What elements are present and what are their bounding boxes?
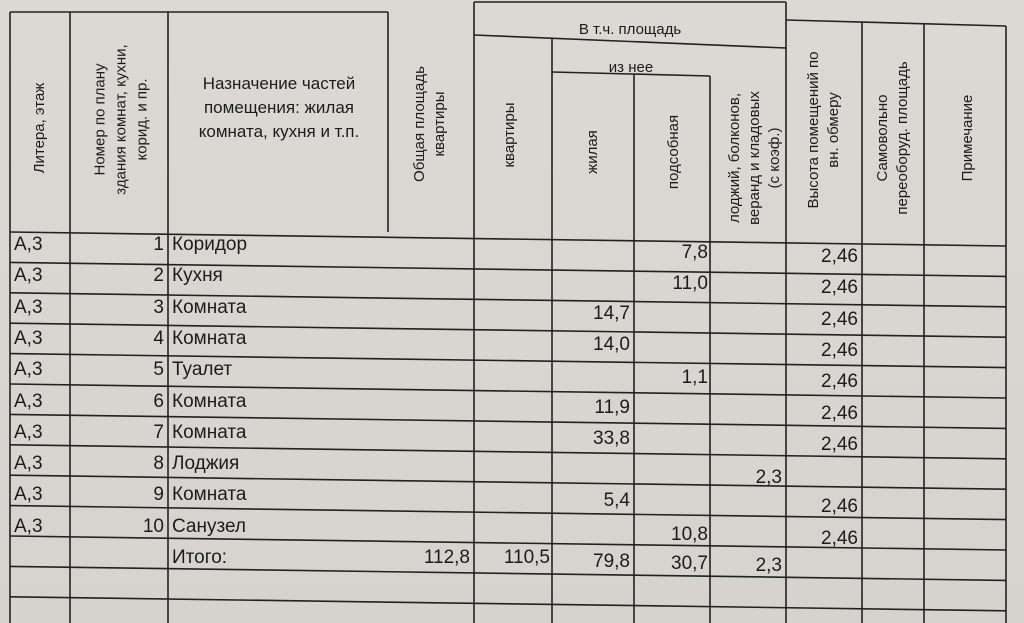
cell-lodzh: 2,3: [755, 467, 782, 489]
cell-zhilaya: 33,8: [593, 427, 630, 449]
cell-nomer: 3: [153, 296, 164, 318]
cell-vysota: 2,46: [821, 371, 858, 393]
cell-vysota: 2,46: [821, 308, 858, 330]
total-obshaya: 112,8: [423, 547, 470, 568]
header-naznach-line2: помещения: жилая: [203, 98, 355, 117]
cell-litera: А,3: [14, 234, 43, 255]
cell-naznach: Комната: [172, 296, 247, 318]
total-zhilaya: 79,8: [593, 551, 630, 572]
cell-vysota: 2,46: [821, 527, 858, 549]
header-naznach-line1: Назначение частей: [202, 74, 356, 93]
header-top-border-right: [786, 20, 1006, 26]
cell-zhilaya: 11,9: [594, 396, 630, 418]
header-samovol: [873, 38, 913, 238]
header-samovol-line2: переоборуд. площадь: [894, 61, 911, 215]
cell-nomer: 8: [153, 453, 164, 475]
header-zhilaya: жилая: [584, 130, 601, 174]
cell-naznach: Кухня: [172, 265, 223, 287]
cell-podsobnaya: 10,8: [671, 523, 708, 545]
cell-naznach: Комната: [172, 421, 247, 443]
cell-naznach: Санузел: [172, 515, 247, 537]
header-litera: Литера, этаж: [31, 82, 48, 174]
header-primech: Примечание: [959, 94, 976, 182]
header-lodzh: [725, 58, 785, 258]
cell-vysota: 2,46: [821, 496, 858, 518]
total-lodzh: 2,3: [755, 555, 782, 576]
header-naznach-line3: комната, кухня и т.п.: [198, 122, 360, 141]
cell-naznach: Лоджия: [172, 453, 240, 475]
cell-litera: А,3: [14, 484, 43, 506]
cell-litera: А,3: [14, 453, 43, 475]
header-vysota: [804, 30, 844, 230]
header-vtch: В т.ч. площадь: [578, 21, 682, 38]
cell-podsobnaya: 11,0: [672, 273, 708, 295]
cell-vysota: 2,46: [821, 433, 858, 455]
header-nomer: [90, 15, 153, 225]
total-kvartiry: 110,5: [503, 547, 550, 568]
cell-nomer: 7: [153, 421, 164, 443]
header-lodzh-line2: веранд и кладовых: [746, 91, 763, 225]
cell-nomer: 1: [153, 234, 164, 255]
cell-vysota: 2,46: [821, 246, 858, 267]
cell-naznach: Туалет: [172, 359, 233, 381]
cell-naznach: Комната: [172, 484, 247, 506]
cell-vysota: 2,46: [821, 339, 858, 361]
header-vysota-line1: Высота помещений по: [805, 51, 822, 209]
header-lodzh-line1: лоджий, болконов,: [726, 93, 743, 224]
cell-litera: А,3: [14, 296, 43, 318]
header-vysota-line2: вн. обмеру: [825, 92, 842, 168]
header-obshaya-line1: Общая площадь: [411, 66, 428, 182]
cell-nomer: 5: [153, 359, 164, 381]
cell-litera: А,3: [14, 515, 43, 537]
cell-litera: А,3: [14, 390, 43, 412]
header-nomer-line2: здания комнат, кухни,: [112, 44, 130, 195]
cell-zhilaya: 14,0: [593, 333, 630, 355]
header-lodzh-line3: (с коэф.): [766, 127, 783, 189]
cell-podsobnaya: 7,8: [681, 242, 708, 263]
header-kvartiry: квартиры: [501, 102, 518, 168]
cell-litera: А,3: [14, 421, 43, 443]
cell-nomer: 10: [142, 515, 164, 537]
cell-vysota: 2,46: [821, 402, 858, 424]
header-nomer-line1: Номер по плану: [91, 63, 109, 176]
total-podsobnaya: 30,7: [671, 553, 708, 574]
header-naznach: [172, 72, 386, 144]
cell-zhilaya: 5,4: [603, 490, 630, 512]
header-obshaya-line2: квартиры: [431, 91, 448, 157]
cell-nomer: 4: [153, 327, 164, 349]
header-podsobnaya: подсобная: [665, 114, 682, 190]
cell-nomer: 6: [153, 390, 164, 412]
cell-nomer: 9: [153, 484, 164, 506]
header-iz-nee: из нее: [608, 59, 654, 76]
header-samovol-line1: Самовольно: [874, 94, 891, 182]
header-obshaya: [410, 24, 450, 224]
cell-litera: А,3: [14, 327, 43, 349]
cell-nomer: 2: [153, 265, 164, 287]
cell-naznach: Комната: [172, 390, 247, 412]
cell-zhilaya: 14,7: [593, 302, 630, 324]
cell-naznach: Комната: [172, 327, 247, 349]
cell-litera: А,3: [14, 359, 43, 381]
header-nomer-line3: корид. и пр.: [133, 78, 151, 161]
row-border-12: [10, 597, 1006, 611]
cell-naznach: Коридор: [172, 234, 248, 255]
cell-vysota: 2,46: [821, 277, 858, 299]
cell-podsobnaya: 1,1: [681, 367, 708, 389]
cell-litera: А,3: [14, 265, 43, 287]
total-label: Итого:: [172, 547, 228, 568]
